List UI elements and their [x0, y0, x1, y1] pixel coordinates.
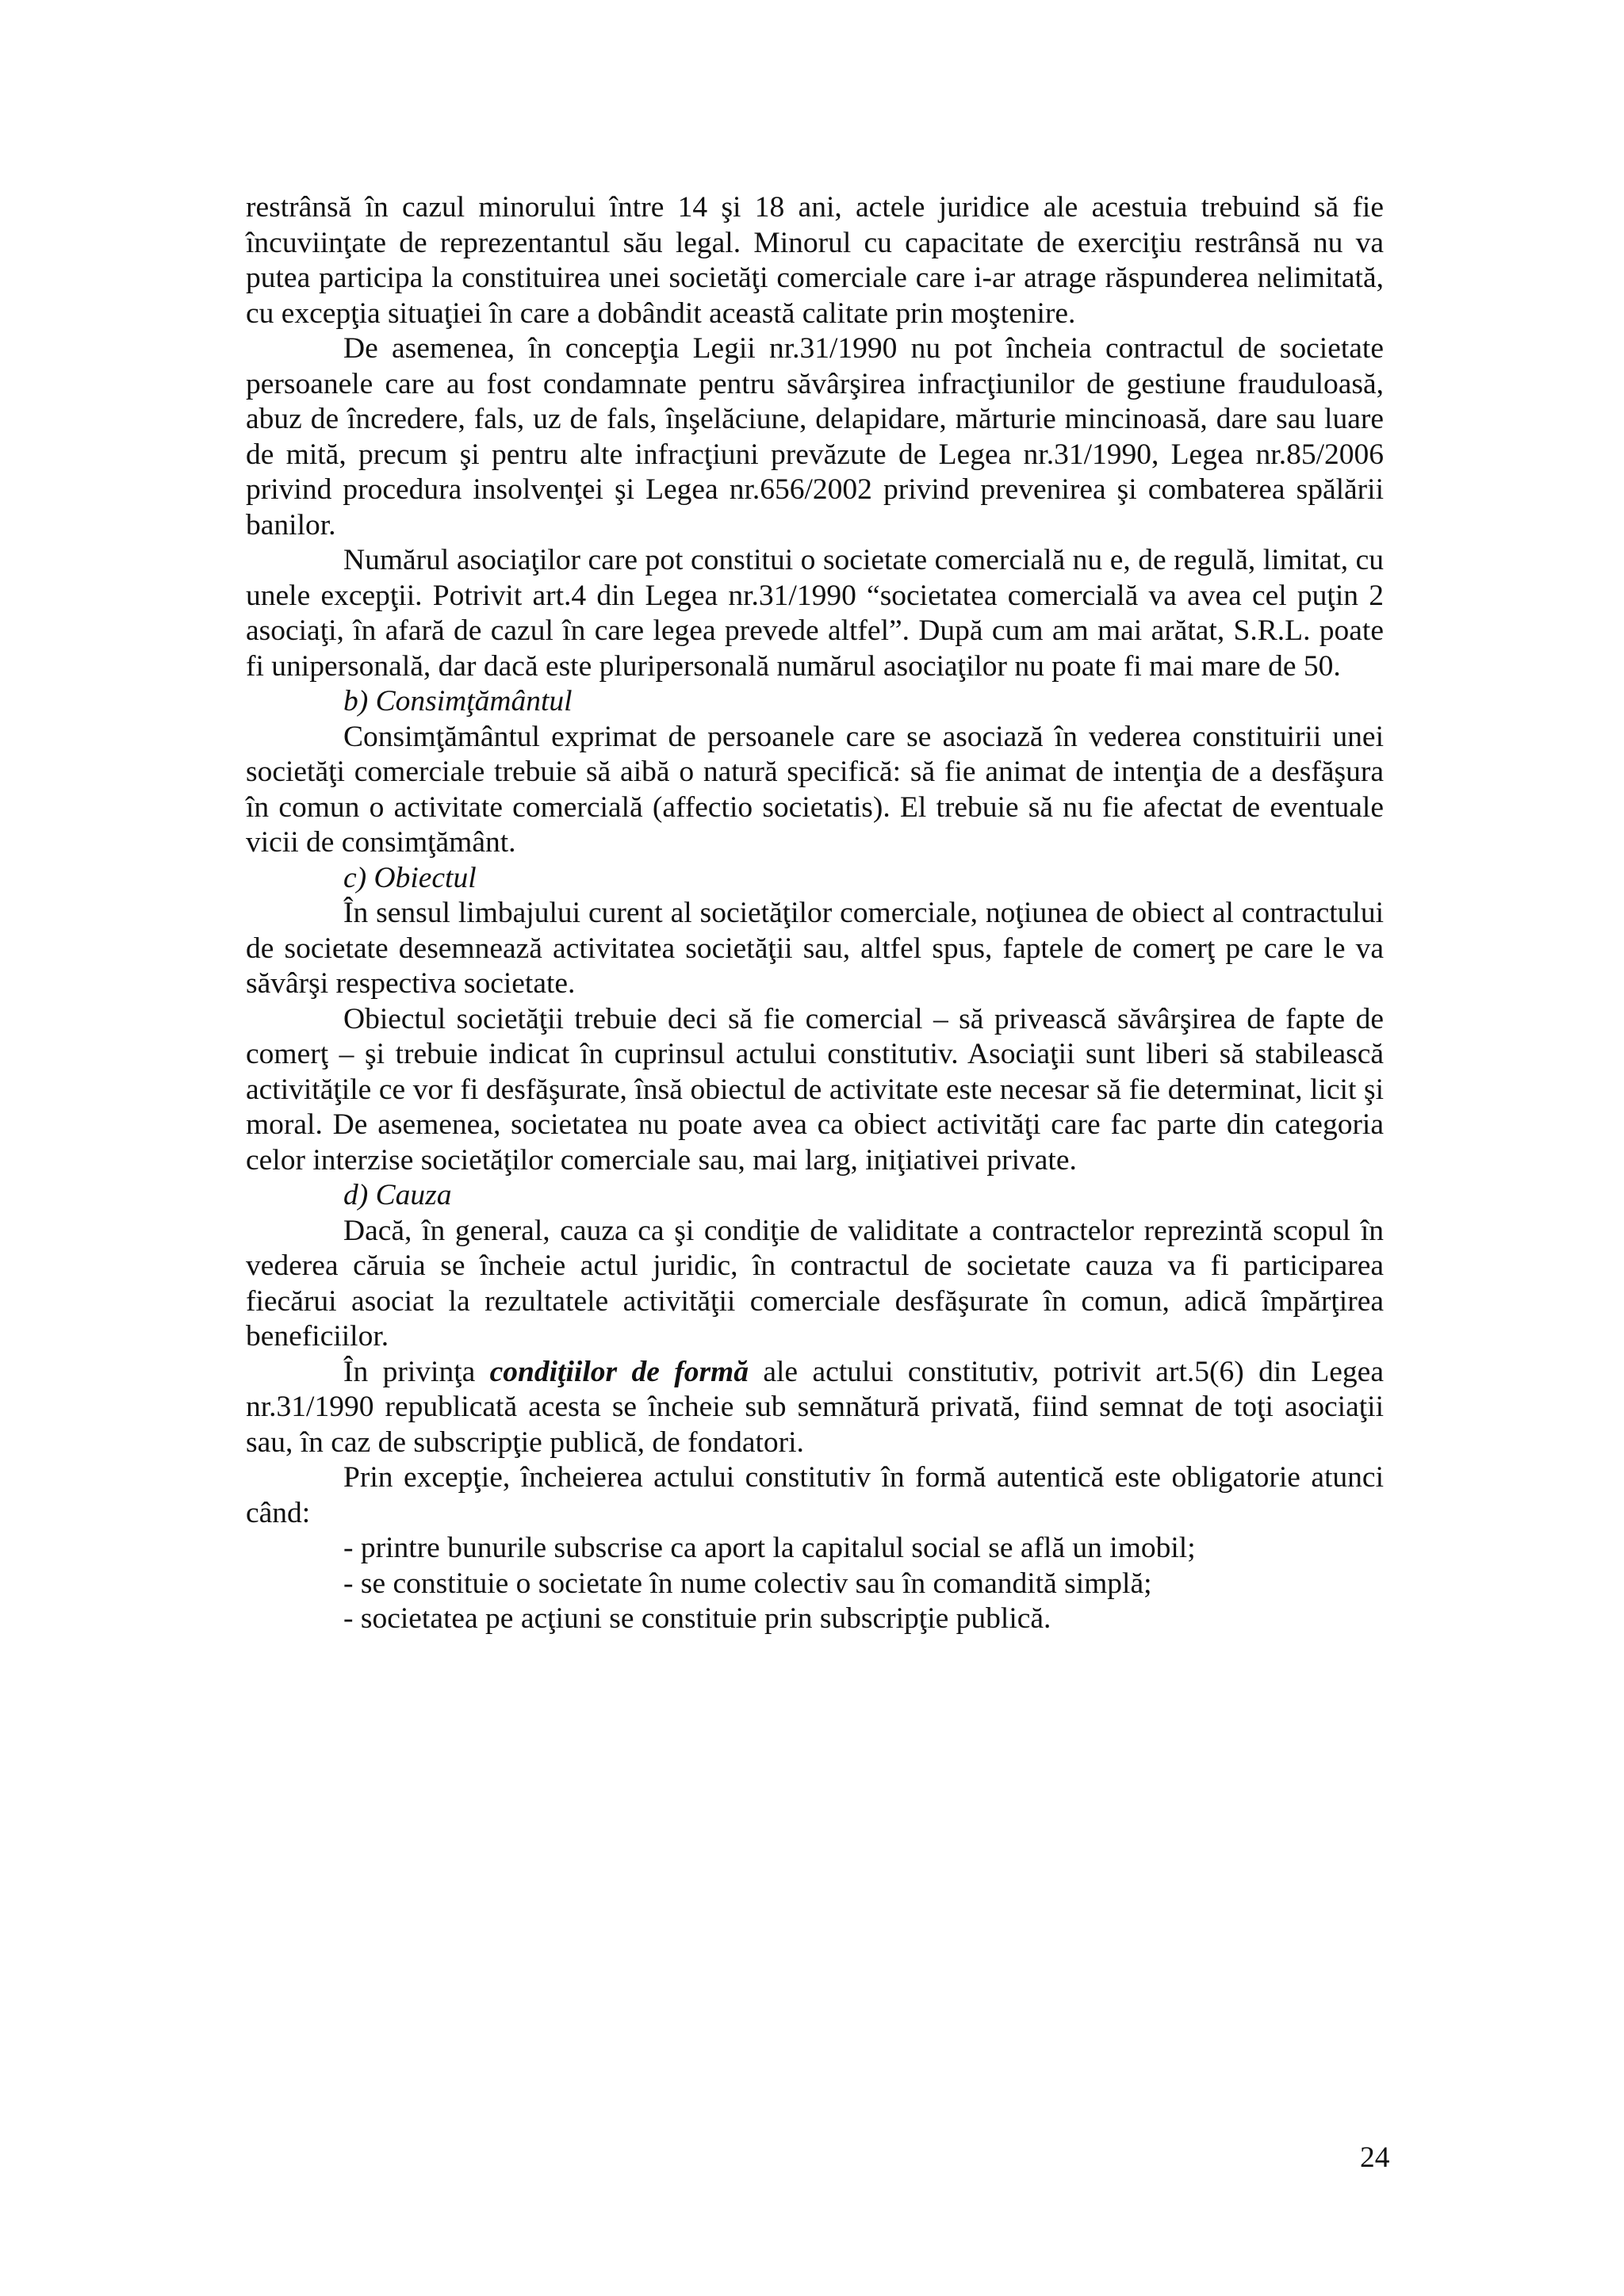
paragraph-excluded-persons: De asemenea, în concepţia Legii nr.31/1990 nu pot încheia contractul de societate persoanele care au fost condamnate pentru săvârşirea infracţiunilor de gestiune frauduloasă, abuz de încredere, fals, uz de fals, înşelăciune, delapidare, mărturie mincinoasă, dare sau luare de mită, precum şi pentru alte infracţiuni prevăzute de Legea nr.31/1990, Legea nr.85/2006 privind procedura insolvenţei şi Legea nr.656/2002 privind prevenirea şi combaterea spălării banilor. — [246, 332, 1384, 541]
list-item-partnership-types: - se constituie o societate în nume colectiv sau în comandită simplă; — [343, 1567, 1152, 1600]
paragraph-cause: Dacă, în general, cauza ca şi condiţie de validitate a contractelor reprezintă scopul în vederea căruia se încheie actul juridic, în contractul de societate cauza va fi participarea fiecărui asociat la rezultatele activităţii comerciale desfăşurate în comun, adică împărţirea beneficiilor. — [246, 1214, 1384, 1353]
form-conditions-rest: ale actului constitutiv, potrivit art.5(6) din Legea nr.31/1990 republicată acesta se încheie sub semnătură privată, fiind semnat de toţi asociaţii sau, în caz de subscripţie publică, de fondatori. — [246, 1355, 1384, 1459]
paragraph-object-requirements: Obiectul societăţii trebuie deci să fie comercial – să privească săvârşirea de fapte de comerţ – şi trebuie indicat în cuprinsul actului constitutiv. Asociaţii sunt liberi să stabilească activităţile ce vor fi desfăşurate, însă obiectul de activitate este necesar să fie determinat, licit şi moral. De asemenea, societatea nu poate avea ca obiect activităţi care fac parte din categoria celor interzise societăţilor comerciale sau, mai larg, iniţiativei private. — [246, 1002, 1384, 1177]
paragraph-authentic-form-exception: Prin excepţie, încheierea actului constitutiv în formă autentică este obligatorie atunci când: — [246, 1461, 1384, 1529]
form-conditions-lead: În privinţa — [343, 1355, 490, 1388]
list-item-public-subscription: - societatea pe acţiuni se constituie prin subscripţie publică. — [343, 1602, 1051, 1635]
paragraph-form-conditions — [246, 1355, 1384, 1461]
subheading-cause: d) Cauza — [343, 1179, 452, 1211]
page-number: 24 — [1360, 2141, 1390, 2174]
paragraph-number-of-associates: Numărul asociaţilor care pot constitui o societate comercială nu e, de regulă, limitat, cu unele excepţii. Potrivit art.4 din Legea nr.31/1990 “societatea comercială va avea cel puţin 2 asociaţi, în afară de cazul în care legea prevede altfel”. După cum am mai arătat, S.R.L. poate fi unipersonală, dar dacă este pluripersonală numărul asociaţilor nu poate fi mai mare de 50. — [246, 544, 1384, 683]
paragraph-minor-capacity: restrânsă în cazul minorului între 14 şi 18 ani, actele juridice ale acestuia trebuind să fie încuviinţate de reprezentantul său legal. Minorul cu capacitate de exerciţiu restrânsă nu va putea participa la constituirea unei societăţi comerciale care i-ar atrage răspunderea nelimitată, cu excepţia situaţiei în care a dobândit această calitate prin moştenire. — [246, 191, 1384, 330]
subheading-object: c) Obiectul — [343, 861, 477, 894]
paragraph-consent: Consimţământul exprimat de persoanele care se asociază în vederea constituirii unei societăţi comerciale trebuie să aibă o natură specifică: să fie animat de intenţia de a desfăşura în comun o activitate comercială (affectio societatis). El trebuie să nu fie afectat de eventuale vicii de consimţământ. — [246, 720, 1384, 859]
form-conditions-emphasis: condiţiilor de formă — [489, 1355, 749, 1388]
list-item-real-estate-contribution: - printre bunurile subscrise ca aport la capitalul social se află un imobil; — [343, 1532, 1196, 1564]
page-body — [246, 190, 1384, 1637]
subheading-consent: b) Consimţământul — [343, 685, 573, 718]
paragraph-object-definition: În sensul limbajului curent al societăţilor comerciale, noţiunea de obiect al contractului de societate desemnează activitatea societăţii sau, altfel spus, faptele de comerţ pe care le va săvârşi respectiva societate. — [246, 897, 1384, 1000]
